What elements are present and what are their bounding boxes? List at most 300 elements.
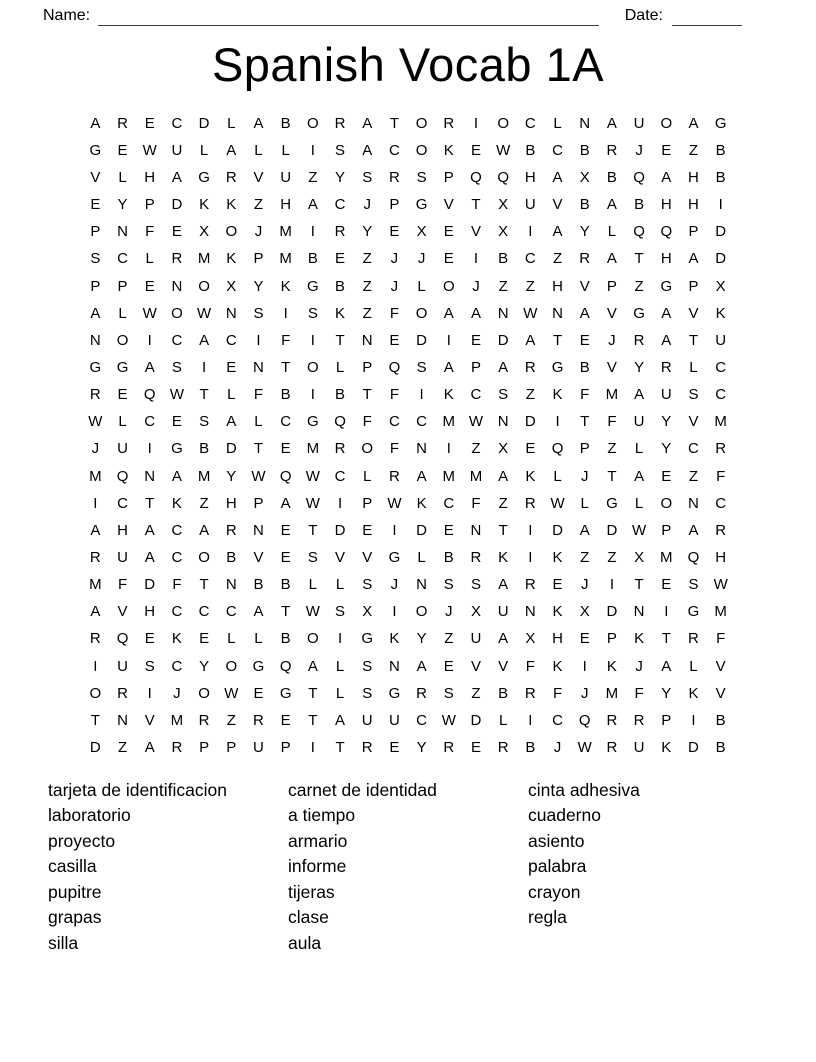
grid-letter: K [443,141,454,159]
grid-letter: Z [362,277,372,295]
grid-letter: P [606,630,617,648]
grid-letter: M [306,440,320,458]
grid-letter: E [470,738,481,756]
grid-letter: I [93,494,98,512]
grid-letter: G [687,603,700,621]
grid-letter: L [145,250,154,268]
grid-letter: P [362,359,373,377]
grid-letter: D [89,738,101,756]
grid-letter: H [144,603,156,621]
grid-letter: D [144,576,156,594]
grid-letter: J [580,576,589,594]
grid-letter: E [226,359,237,377]
word-list-item: aula [288,932,322,953]
grid-letter: C [171,331,183,349]
grid-letter: J [390,277,399,295]
grid-letter: C [144,413,156,431]
grid-letter: D [715,223,727,241]
grid-letter: A [171,169,182,187]
grid-letter: D [470,711,482,729]
grid-letter: V [362,549,373,566]
word-list [48,778,816,956]
grid-letter: E [171,413,182,431]
grid-letter: E [280,711,291,729]
grid-letter: J [608,331,616,349]
grid-letter: Z [525,386,535,404]
grid-letter: T [145,494,155,512]
grid-letter: R [388,467,400,485]
grid-letter: K [634,630,645,648]
grid-letter: V [688,304,699,322]
grid-letter: B [525,738,536,756]
grid-letter: U [497,603,509,621]
grid-letter: Y [226,467,237,485]
grid-letter: L [634,494,644,512]
word-list-item: carnet de identidad [288,780,437,801]
word-search-grid [82,110,735,761]
grid-letter: E [144,114,155,132]
grid-letter: T [281,603,291,621]
grid-letter: U [633,114,645,132]
grid-letter: D [171,196,183,214]
grid-letter: P [253,250,264,268]
grid-letter: O [442,277,455,295]
grid-letter: G [415,196,428,214]
grid-letter: O [415,114,428,132]
grid-letter: L [335,684,345,702]
grid-letter: K [552,657,563,675]
grid-letter: M [469,467,483,485]
grid-letter: Z [362,304,372,322]
grid-letter: P [688,223,699,241]
grid-letter: E [144,630,155,648]
grid-letter: A [416,657,427,675]
grid-letter: B [280,576,291,594]
grid-letter: J [390,250,399,268]
grid-letter: L [254,141,263,159]
grid-letter: F [471,494,481,512]
grid-letter: L [199,141,209,159]
grid-letter: K [661,738,672,756]
grid-letter: C [388,141,400,159]
grid-letter: N [524,603,536,621]
word-list-item: cuaderno [528,805,601,826]
grid-letter: A [362,114,373,132]
grid-letter: B [606,169,617,187]
grid-letter: D [497,331,509,349]
grid-letter: I [691,711,696,729]
grid-letter: C [117,494,128,512]
grid-letter: M [89,467,102,485]
grid-letter: R [524,359,536,377]
grid-letter: R [497,738,509,756]
grid-letter: I [473,114,479,132]
grid-letter: A [144,738,155,756]
grid-letter: R [606,711,618,729]
grid-letter: I [555,413,560,431]
grid-letter: O [660,494,673,512]
grid-letter: O [171,304,183,322]
grid-letter: O [225,223,238,241]
grid-letter: L [417,277,426,295]
grid-letter: Z [580,549,590,566]
grid-letter: Z [253,196,264,214]
grid-letter: Q [143,386,156,404]
grid-letter: W [577,738,592,756]
grid-letter: R [524,576,536,594]
grid-letter: C [715,494,727,512]
grid-letter: I [718,196,723,214]
grid-letter: R [334,114,346,132]
grid-letter: Q [497,169,509,187]
grid-letter: I [310,331,315,349]
grid-letter: J [635,141,643,159]
grid-letter: R [715,440,727,458]
grid-letter: E [389,738,400,756]
grid-letter: M [89,576,102,594]
grid-letter: R [334,440,346,458]
grid-letter: E [443,521,454,539]
grid-letter: T [362,386,372,404]
grid-letter: A [307,657,318,675]
grid-letter: R [388,169,400,187]
grid-letter: A [199,331,210,349]
grid-letter: O [307,114,319,132]
grid-letter: B [199,440,210,458]
grid-letter: C [715,386,727,404]
grid-letter: O [307,359,319,377]
word-list-item: informe [288,856,347,877]
grid-letter: P [253,494,264,512]
grid-letter: R [198,711,210,729]
grid-letter: C [715,359,727,377]
grid-letter: E [661,467,672,485]
grid-letter: D [606,603,618,621]
grid-letter: P [90,277,101,295]
grid-letter: H [552,277,563,295]
grid-letter: J [445,603,453,621]
grid-letter: G [551,359,564,377]
grid-letter: W [550,494,565,512]
grid-letter: A [253,114,264,132]
grid-letter: P [661,521,672,539]
grid-letter: Q [687,549,700,566]
grid-letter: E [90,196,101,214]
grid-letter: K [498,549,509,566]
grid-letter: E [362,521,373,539]
grid-letter: C [688,440,699,458]
grid-letter: I [664,603,669,621]
grid-letter: Z [199,494,209,512]
grid-letter: X [498,440,509,458]
grid-letter: R [89,549,101,566]
grid-letter: T [199,576,209,594]
grid-letter: E [470,141,481,159]
grid-letter: W [88,413,103,431]
grid-letter: M [197,250,211,268]
grid-letter: A [688,521,699,539]
grid-letter: Z [634,277,644,295]
grid-letter: F [634,684,644,702]
grid-letter: I [310,738,315,756]
grid-letter: B [634,196,645,214]
grid-letter: H [117,521,128,539]
grid-letter: W [713,576,728,594]
grid-letter: I [310,386,315,404]
grid-letter: Z [498,494,508,512]
grid-letter: Z [688,141,699,159]
grid-letter: G [388,684,401,702]
grid-letter: L [689,359,698,377]
grid-letter: W [387,494,402,512]
grid-letter: W [305,494,320,512]
grid-letter: S [307,304,318,322]
grid-letter: P [661,711,672,729]
grid-letter: C [552,711,563,729]
grid-letter: Z [362,250,372,268]
grid-letter: I [392,521,397,539]
grid-letter: K [226,250,237,268]
grid-letter: A [634,386,645,404]
grid-letter: Q [578,711,591,729]
grid-letter: Q [334,413,346,431]
grid-letter: X [362,603,373,621]
grid-letter: Q [470,169,482,187]
grid-letter: V [552,196,563,214]
grid-letter: T [607,467,617,485]
grid-letter: F [389,386,399,404]
grid-letter: B [715,169,726,187]
grid-letter: C [171,114,183,132]
grid-letter: G [89,141,102,159]
grid-letter: S [443,576,454,594]
grid-letter: C [225,603,237,621]
grid-letter: A [226,141,237,159]
grid-letter: C [524,114,536,132]
grid-letter: A [498,359,509,377]
grid-letter: P [688,277,699,295]
grid-letter: M [442,467,456,485]
grid-letter: R [606,738,618,756]
grid-letter: I [609,576,614,594]
grid-letter: D [715,250,727,268]
grid-letter: C [334,196,346,214]
grid-letter: G [171,440,183,458]
grid-letter: N [388,657,400,675]
grid-letter: A [606,196,617,214]
grid-letter: E [117,386,128,404]
grid-letter: B [280,114,291,132]
grid-letter: D [552,521,563,539]
grid-letter: N [416,440,428,458]
grid-letter: Z [525,277,535,295]
grid-letter: O [415,304,428,322]
grid-letter: B [579,359,590,377]
word-list-item: laboratorio [48,805,131,826]
grid-letter: N [416,576,428,594]
grid-letter: R [89,386,101,404]
grid-letter: A [443,304,454,322]
grid-letter: S [307,549,318,566]
grid-letter: V [117,603,128,621]
grid-letter: J [390,576,399,594]
grid-letter: U [171,141,183,159]
grid-letter: I [392,603,397,621]
grid-letter: A [90,521,101,539]
grid-letter: I [446,440,451,458]
grid-letter: L [227,386,236,404]
grid-letter: B [579,196,590,214]
grid-letter: C [171,521,183,539]
grid-letter: J [363,196,371,214]
grid-letter: S [362,684,373,702]
grid-letter: K [171,494,182,512]
grid-letter: Y [634,359,645,377]
grid-letter: G [714,114,727,132]
grid-letter: T [688,331,699,349]
grid-letter: G [361,630,374,648]
grid-letter: W [142,141,157,159]
grid-letter: I [147,331,152,349]
grid-letter: Q [388,359,401,377]
grid-letter: L [308,576,318,594]
grid-letter: J [472,277,480,295]
grid-letter: Y [335,169,346,187]
grid-letter: G [198,169,210,187]
grid-letter: B [498,684,509,702]
grid-letter: G [660,277,673,295]
grid-letter: R [361,738,373,756]
grid-letter: C [171,657,183,675]
grid-letter: A [253,603,264,621]
grid-letter: S [362,576,373,594]
grid-letter: J [91,440,100,458]
grid-letter: N [171,277,183,295]
grid-letter: V [253,169,264,187]
grid-letter: P [389,196,400,214]
grid-letter: N [470,521,482,539]
word-list-column [48,778,288,956]
grid-letter: Y [199,657,210,675]
grid-letter: W [169,386,184,404]
grid-letter: O [198,277,210,295]
grid-letter: F [362,413,372,431]
grid-letter: D [524,413,536,431]
grid-letter: I [419,386,424,404]
grid-letter: V [498,657,509,675]
grid-letter: R [443,738,455,756]
grid-letter: W [305,603,320,621]
grid-letter: D [416,521,428,539]
grid-letter: C [416,711,428,729]
grid-letter: V [715,684,726,702]
grid-letter: K [606,657,617,675]
grid-letter: K [389,630,400,648]
grid-letter: C [171,549,183,566]
grid-letter: C [470,386,482,404]
grid-letter: B [335,277,346,295]
grid-letter: I [528,223,533,241]
grid-letter: I [256,331,261,349]
grid-letter: Z [117,738,128,756]
grid-letter: R [524,494,536,512]
grid-letter: Z [688,467,699,485]
grid-letter: W [523,304,538,322]
grid-letter: A [280,494,291,512]
grid-letter: L [363,467,372,485]
grid-letter: U [524,196,536,214]
grid-letter: D [334,521,346,539]
grid-letter: M [197,467,211,485]
grid-letter: S [416,359,427,377]
grid-letter: B [335,386,346,404]
word-list-item: tijeras [288,881,335,902]
grid-letter: H [715,549,727,566]
grid-letter: R [225,169,237,187]
grid-letter: Y [661,413,672,431]
grid-letter: N [633,603,645,621]
grid-letter: U [253,738,264,756]
grid-letter: A [552,169,563,187]
grid-letter: Y [416,738,427,756]
grid-letter: B [280,630,291,648]
grid-letter: K [552,603,563,621]
grid-letter: W [224,684,239,702]
grid-letter: I [473,250,479,268]
grid-letter: Y [416,630,427,648]
grid-letter: A [171,467,182,485]
grid-letter: A [579,521,590,539]
grid-letter: C [524,250,536,268]
grid-letter: Y [661,440,672,458]
grid-letter: M [714,413,727,431]
grid-letter: P [606,277,617,295]
grid-letter: K [525,467,536,485]
word-list-item: clase [288,907,329,928]
grid-letter: R [715,521,727,539]
grid-letter: E [443,250,454,268]
grid-letter: M [279,250,292,268]
word-list-item: asiento [528,830,585,851]
grid-letter: S [362,657,373,675]
grid-letter: A [634,467,645,485]
grid-letter: S [688,386,699,404]
grid-letter: I [283,304,288,322]
grid-letter: C [117,250,128,268]
grid-letter: M [279,223,292,241]
grid-letter: F [389,304,399,322]
grid-letter: F [172,576,182,594]
grid-letter: K [199,196,210,214]
grid-letter: X [416,223,427,241]
grid-letter: A [90,304,101,322]
word-list-item: palabra [528,856,587,877]
grid-letter: X [498,196,509,214]
grid-letter: A [144,521,155,539]
grid-letter: X [226,277,237,295]
grid-letter: Z [607,549,617,566]
grid-letter: S [470,576,481,594]
grid-letter: L [417,549,426,566]
grid-letter: V [335,549,346,566]
grid-letter: V [253,549,264,566]
grid-letter: W [305,467,320,485]
grid-letter: V [579,277,590,295]
grid-letter: U [280,169,292,187]
grid-letter: W [142,304,157,322]
grid-letter: C [171,603,183,621]
grid-letter: A [606,114,617,132]
